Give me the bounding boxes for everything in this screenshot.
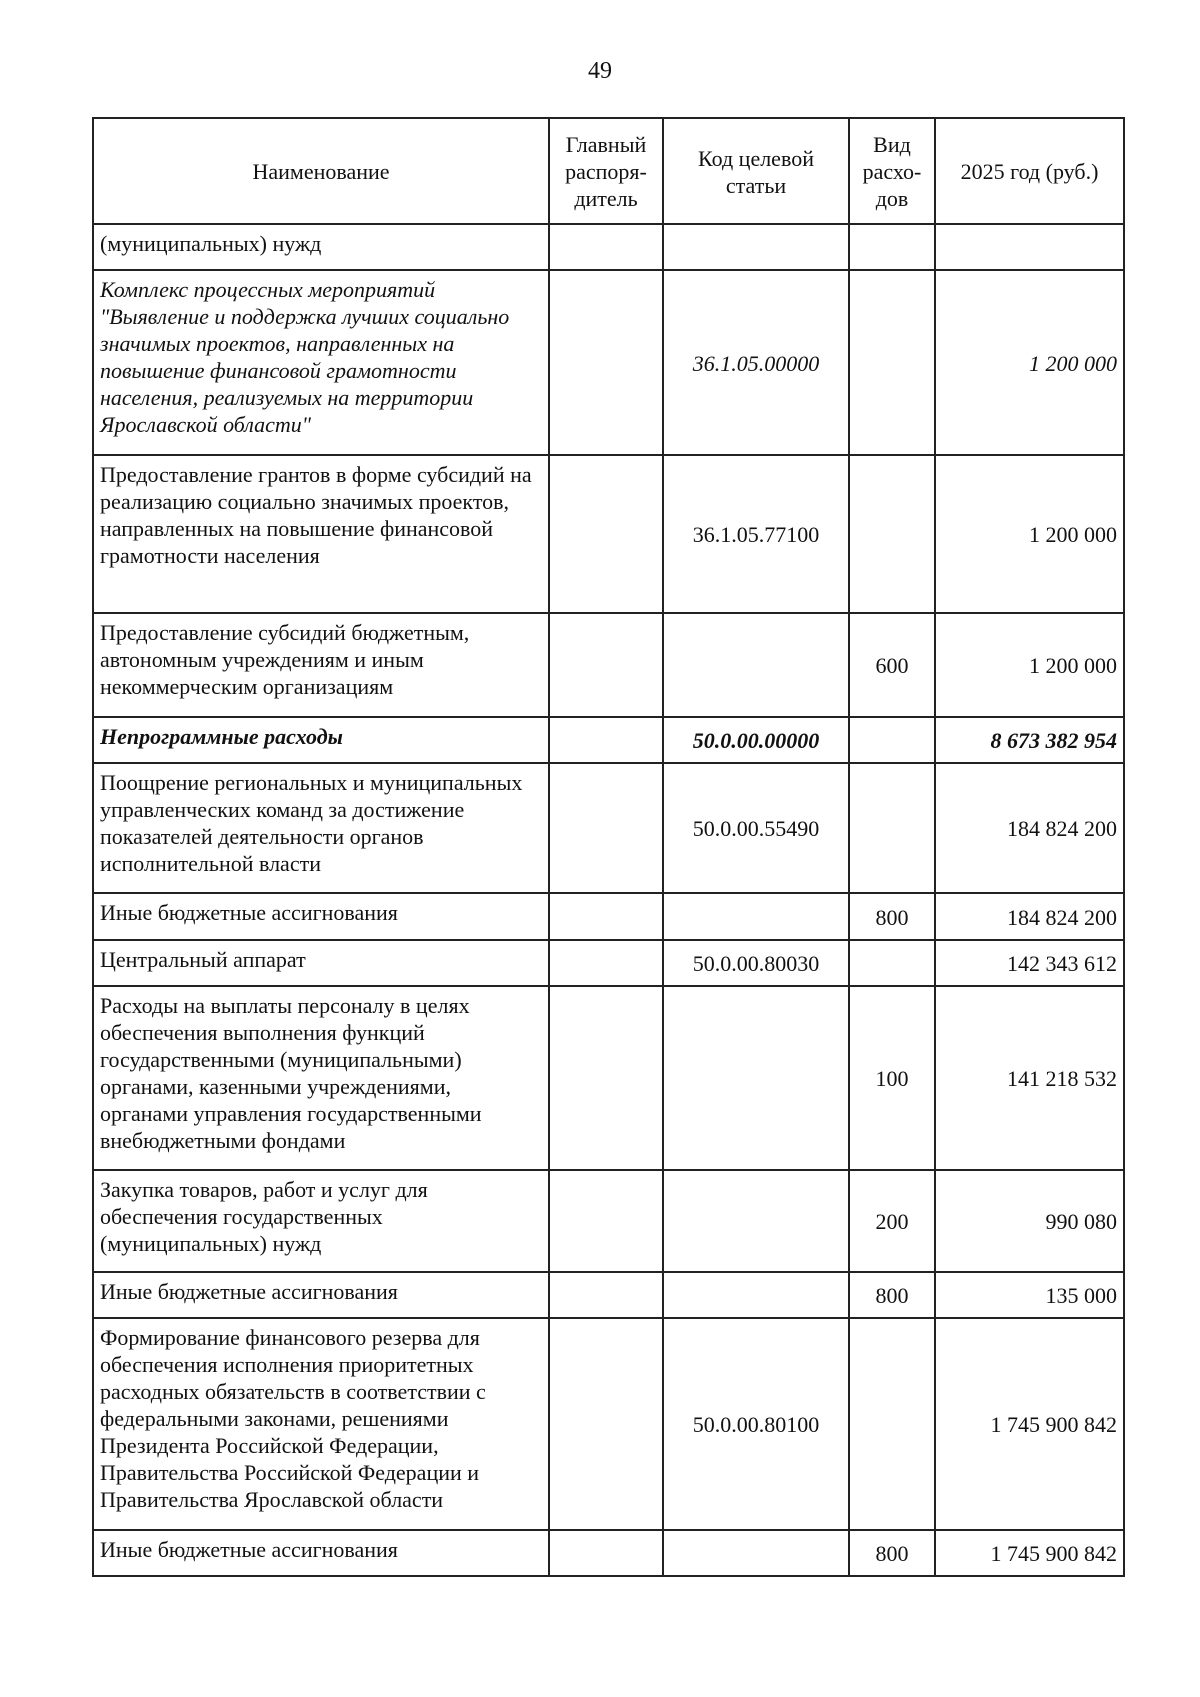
table-row xyxy=(93,270,1124,455)
header-expense-type: Вид расхо-дов xyxy=(849,118,935,224)
cell-name: Иные бюджетные ассигнования xyxy=(93,1272,549,1318)
cell-name: Предоставление субсидий бюджетным, автономным учреждениям и иным некоммерческим организациям xyxy=(93,613,549,717)
cell-type: 800 xyxy=(849,1530,935,1576)
cell-manager xyxy=(549,613,663,717)
cell-name: Комплекс процессных мероприятий "Выявление и поддержка лучших социально значимых проектов, направленных на повышение финансовой грамотности населения, реализуемых на территории Ярославской области" xyxy=(93,270,549,455)
cell-code: 50.0.00.80030 xyxy=(663,940,849,986)
cell-code xyxy=(663,1530,849,1576)
cell-code xyxy=(663,1272,849,1318)
cell-manager xyxy=(549,1318,663,1530)
header-chief-manager: Главный распоря-дитель xyxy=(549,118,663,224)
page-number: 49 xyxy=(588,58,612,84)
table-row xyxy=(93,1318,1124,1530)
cell-name: Расходы на выплаты персоналу в целях обеспечения выполнения функций государственными (муниципальными) органами, казенными учреждениями, органами управления государственными внебюджетными фондами xyxy=(93,986,549,1170)
cell-code: 36.1.05.00000 xyxy=(663,270,849,455)
cell-amount: 990 080 xyxy=(935,1170,1124,1272)
cell-manager xyxy=(549,1272,663,1318)
cell-code: 50.0.00.55490 xyxy=(663,763,849,893)
cell-type xyxy=(849,455,935,613)
cell-type: 100 xyxy=(849,986,935,1170)
table-row xyxy=(93,893,1124,940)
cell-amount: 1 200 000 xyxy=(935,270,1124,455)
cell-name: Поощрение региональных и муниципальных управленческих команд за достижение показателей деятельности органов исполнительной власти xyxy=(93,763,549,893)
cell-manager xyxy=(549,893,663,940)
table-row xyxy=(93,1170,1124,1272)
cell-code: 36.1.05.77100 xyxy=(663,455,849,613)
cell-manager xyxy=(549,455,663,613)
cell-code xyxy=(663,613,849,717)
cell-code xyxy=(663,986,849,1170)
header-name: Наименование xyxy=(93,118,549,224)
cell-manager xyxy=(549,270,663,455)
cell-type xyxy=(849,224,935,270)
table-row xyxy=(93,224,1124,270)
cell-amount xyxy=(935,224,1124,270)
cell-code: 50.0.00.80100 xyxy=(663,1318,849,1530)
cell-type xyxy=(849,763,935,893)
cell-name: Центральный аппарат xyxy=(93,940,549,986)
cell-type xyxy=(849,1318,935,1530)
cell-manager xyxy=(549,986,663,1170)
table-row xyxy=(93,455,1124,613)
cell-manager xyxy=(549,940,663,986)
header-amount-2025: 2025 год (руб.) xyxy=(935,118,1124,224)
cell-name: Иные бюджетные ассигнования xyxy=(93,1530,549,1576)
cell-amount: 1 200 000 xyxy=(935,613,1124,717)
cell-amount: 1 200 000 xyxy=(935,455,1124,613)
cell-amount: 135 000 xyxy=(935,1272,1124,1318)
table-row xyxy=(93,940,1124,986)
cell-amount: 141 218 532 xyxy=(935,986,1124,1170)
cell-type xyxy=(849,717,935,763)
cell-name: Закупка товаров, работ и услуг для обеспечения государственных (муниципальных) нужд xyxy=(93,1170,549,1272)
cell-type: 800 xyxy=(849,1272,935,1318)
cell-code: 50.0.00.00000 xyxy=(663,717,849,763)
cell-name: (муниципальных) нужд xyxy=(93,224,549,270)
cell-type: 200 xyxy=(849,1170,935,1272)
cell-amount: 184 824 200 xyxy=(935,763,1124,893)
table-row xyxy=(93,763,1124,893)
table-row xyxy=(93,1272,1124,1318)
cell-type: 600 xyxy=(849,613,935,717)
cell-name: Иные бюджетные ассигнования xyxy=(93,893,549,940)
cell-amount: 1 745 900 842 xyxy=(935,1530,1124,1576)
cell-code xyxy=(663,224,849,270)
cell-code xyxy=(663,893,849,940)
table-header-row xyxy=(93,118,1124,224)
cell-amount: 142 343 612 xyxy=(935,940,1124,986)
cell-type xyxy=(849,940,935,986)
cell-type xyxy=(849,270,935,455)
cell-manager xyxy=(549,717,663,763)
table-row xyxy=(93,613,1124,717)
table-row xyxy=(93,986,1124,1170)
cell-manager xyxy=(549,763,663,893)
cell-name: Формирование финансового резерва для обеспечения исполнения приоритетных расходных обязательств в соответствии с федеральными законами, решениями Президента Российской Федерации, Правительства Российской Федерации и Правительства Ярославской области xyxy=(93,1318,549,1530)
cell-manager xyxy=(549,1170,663,1272)
cell-amount: 8 673 382 954 xyxy=(935,717,1124,763)
table-row xyxy=(93,717,1124,763)
cell-name: Предоставление грантов в форме субсидий на реализацию социально значимых проектов, направленных на повышение финансовой грамотности населения xyxy=(93,455,549,613)
cell-amount: 1 745 900 842 xyxy=(935,1318,1124,1530)
cell-type: 800 xyxy=(849,893,935,940)
header-target-code: Код целевой статьи xyxy=(663,118,849,224)
budget-table xyxy=(92,117,1125,1577)
cell-code xyxy=(663,1170,849,1272)
cell-manager xyxy=(549,224,663,270)
cell-manager xyxy=(549,1530,663,1576)
cell-amount: 184 824 200 xyxy=(935,893,1124,940)
table-row xyxy=(93,1530,1124,1576)
cell-name: Непрограммные расходы xyxy=(93,717,549,763)
